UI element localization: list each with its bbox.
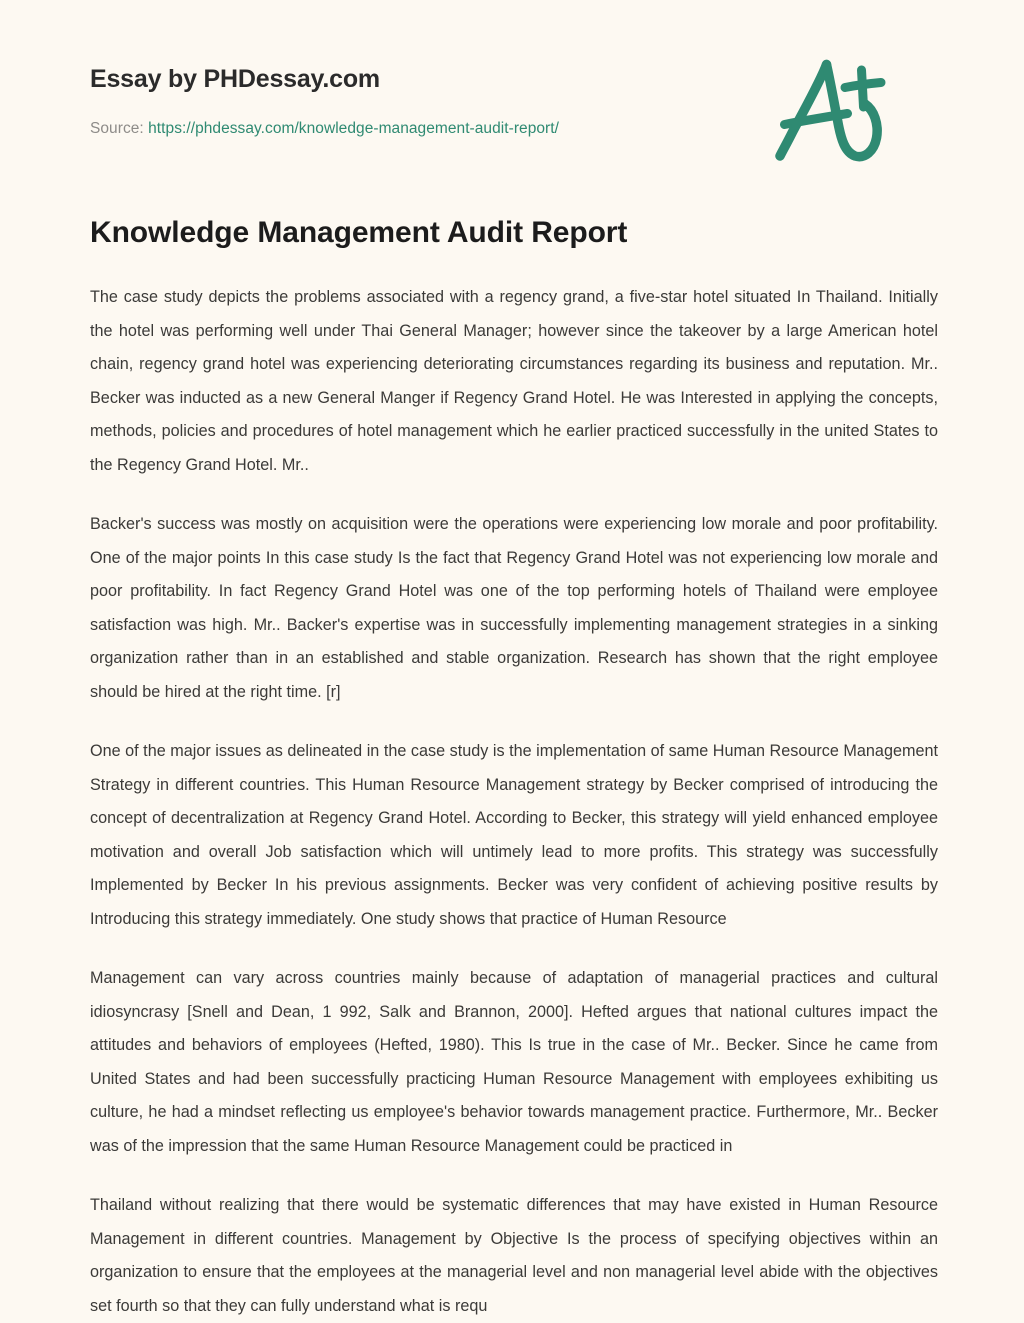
source-line <box>90 120 559 138</box>
paragraph: Thailand without realizing that there would be systematic differences that may have existed in Human Resource Management in different countries. Management by Objective Is the process of specifying objectives within an organization to ensure that the employees at the managerial level and non managerial level abide with the objectives set fourth so that they can fully understand what is requ <box>90 1196 938 1315</box>
source-url-link[interactable]: https://phdessay.com/knowledge-management-audit-report/ <box>148 120 559 137</box>
paragraph: Backer's success was mostly on acquisition were the operations were experiencing low morale and poor profitability. One of the major points In this case study Is the fact that Regency Grand Hotel was not experiencing low morale and poor profitability. In fact Regency Grand Hotel was one of the top performing hotels of Thailand were employee satisfaction was high. Mr.. Backer's expertise was in successfully implementing management strategies in a sinking organization rather than in an established and stable organization. Research has shown that the right employee should be hired at the right time. [r] <box>90 515 938 701</box>
essay-body <box>90 281 938 1323</box>
paragraph: One of the major issues as delineated in the case study is the implementation of same Human Resource Management Strategy in different countries. This Human Resource Management strategy by Becker comprised of introducing the concept of decentralization at Regency Grand Hotel. According to Becker, this strategy will yield enhanced employee motivation and overall Job satisfaction which will untimely lead to more profits. This strategy was successfully Implemented by Becker In his previous assignments. Becker was very confident of achieving positive results by Introducing this strategy immediately. One study shows that practice of Human Resource <box>90 742 938 928</box>
a-plus-logo-icon <box>762 48 902 173</box>
brand-title: Essay by PHDessay.com <box>90 65 380 93</box>
paragraph: The case study depicts the problems associated with a regency grand, a five-star hotel situated In Thailand. Initially the hotel was performing well under Thai General Manager; however since the takeover by a large American hotel chain, regency grand hotel was experiencing deteriorating circumstances regarding its business and reputation. Mr.. Becker was inducted as a new General Manger if Regency Grand Hotel. He was Interested in applying the concepts, methods, policies and procedures of hotel management which he earlier practiced successfully in the united States to the Regency Grand Hotel. Mr.. <box>90 288 938 474</box>
paragraph: Management can vary across countries mainly because of adaptation of managerial practices and cultural idiosyncrasy [Snell and Dean, 1 992, Salk and Brannon, 2000]. Hefted argues that national cultures impact the attitudes and behaviors of employees (Hefted, 1980). This Is true in the case of Mr.. Becker. Since he came from United States and had been successfully practicing Human Resource Management with employees exhibiting us culture, he had a mindset reflecting us employee's behavior towards management practice. Furthermore, Mr.. Becker was of the impression that the same Human Resource Management could be practiced in <box>90 969 938 1155</box>
page-header <box>90 0 934 200</box>
phdessay-logo[interactable] <box>762 48 902 173</box>
source-label: Source: <box>90 120 144 137</box>
page-title: Knowledge Management Audit Report <box>90 216 628 249</box>
